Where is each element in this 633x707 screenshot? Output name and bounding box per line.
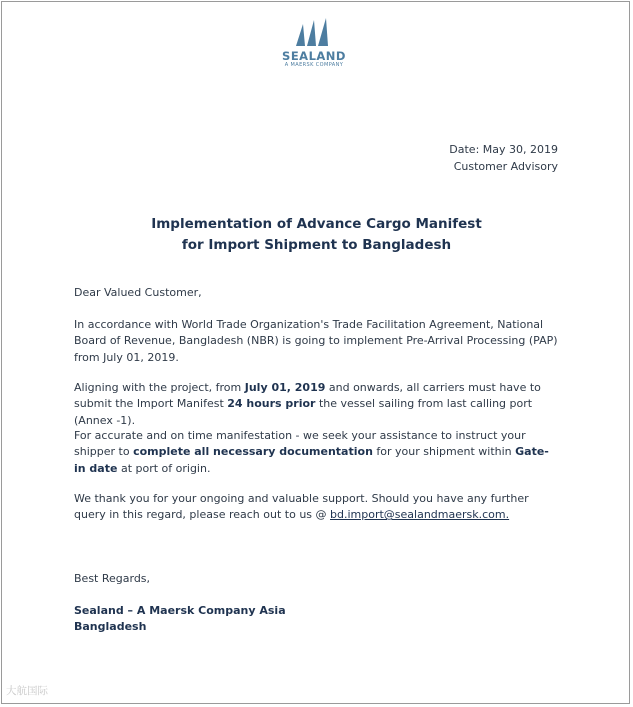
watermark	[6, 684, 48, 698]
p3-text-2: for your shipment within	[372, 445, 516, 459]
advisory-meta	[449, 142, 558, 175]
greeting-text: Dear Valued Customer,	[74, 286, 202, 299]
email-link[interactable]: bd.import@sealandmaersk.com.	[330, 508, 510, 522]
paragraph-1	[74, 317, 560, 366]
p2-text-2: and onwards, all carriers must have to submit the Import Manifest	[74, 381, 541, 411]
advisory-date: Date: May 30, 2019	[449, 143, 558, 156]
logo-subtitle: A MAERSK COMPANY	[284, 62, 344, 68]
title-line-2: for Import Shipment to Bangladesh	[181, 237, 452, 253]
sail-icon	[292, 18, 336, 48]
logo-name: SEALAND	[282, 49, 346, 63]
p3-bold-gate-in: Gate-in date	[74, 445, 549, 475]
p2-text-3: the vessel sailing from last calling port (Annex -1).	[74, 397, 533, 427]
closing	[74, 571, 560, 587]
document-title	[0, 214, 633, 256]
paragraph-2	[74, 380, 560, 429]
sealand-logo	[272, 18, 356, 69]
paragraph-3	[74, 428, 560, 477]
paragraph-1-text: In accordance with World Trade Organization's Trade Facilitation Agreement, National Board of Revenue, Bangladesh (NBR) is going to implement Pre-Arrival Processing (PAP) from July 01, 2019.	[74, 318, 558, 364]
title-line-1: Implementation of Advance Cargo Manifest	[151, 216, 482, 232]
p3-bold-documentation: complete all necessary documentation	[133, 445, 373, 459]
watermark-text: 大航国际	[6, 685, 48, 697]
closing-text: Best Regards,	[74, 572, 151, 585]
p4-text-1: We thank you for your ongoing and valuable support. Should you have any further query in this regard, please reach out to us @	[74, 492, 529, 522]
p2-bold-date: July 01, 2019	[244, 381, 326, 394]
signature-line-2: Bangladesh	[74, 620, 147, 634]
p2-text-1: Aligning with the project, from	[74, 381, 245, 394]
signature	[74, 603, 560, 636]
p3-text-1: For accurate and on time manifestation - we seek your assistance to instruct your shipper to	[74, 429, 526, 459]
p2-bold-deadline: 24 hours prior	[227, 397, 316, 411]
greeting	[74, 285, 560, 301]
signature-line-1: Sealand – A Maersk Company Asia	[74, 604, 286, 617]
advisory-type: Customer Advisory	[453, 159, 558, 173]
p3-text-3: at port of origin.	[117, 461, 211, 475]
paragraph-4	[74, 491, 560, 524]
